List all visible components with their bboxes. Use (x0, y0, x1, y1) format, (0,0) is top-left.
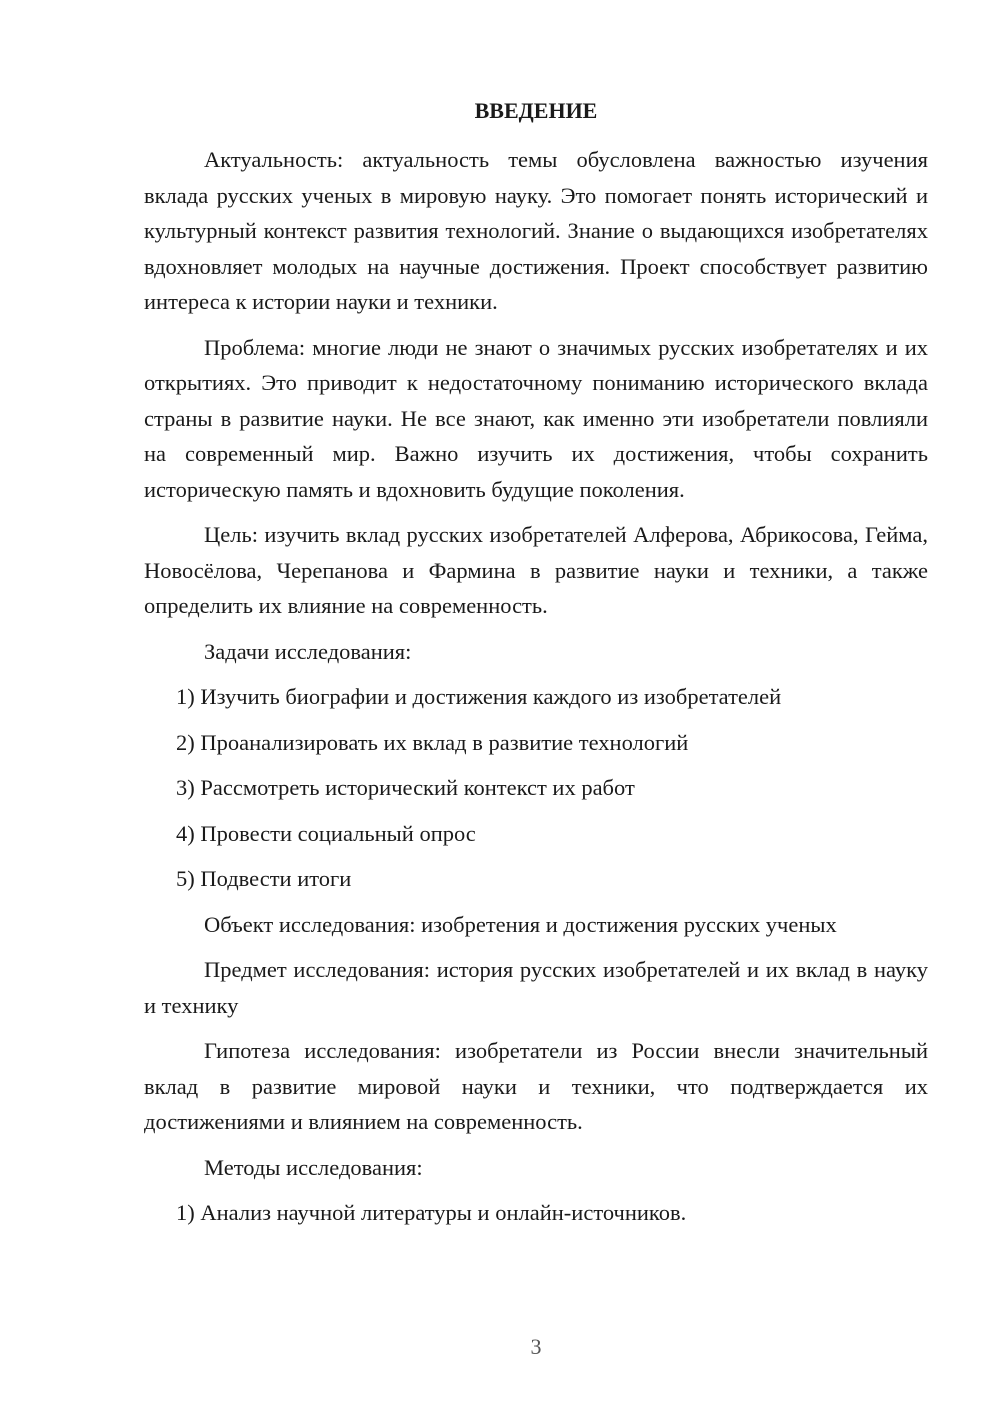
list-item-task-4: 4) Провести социальный опрос (176, 820, 476, 846)
page-number: 3 (530, 1334, 542, 1359)
list-item-method-1: 1) Анализ научной литературы и онлайн-источников. (176, 1200, 687, 1225)
list-item-task-5: 5) Подвести итоги (176, 866, 352, 891)
paragraph-goal: Цель: изучить вклад русских изобретателей Алферова, Абрикосова, Гейма, Новосёлова, Черепанова и Фармина в развитие науки и техники, а также определить их влияние на современность. (144, 522, 928, 618)
document-body (144, 142, 928, 1231)
methods-heading: Методы исследования: (204, 1154, 423, 1180)
paragraph-relevance: Актуальность: актуальность темы обусловлена важностью изучения вклада русских ученых в мировую науку. Это помогает понять исторический и культурный контекст развития технологий. Знание о выдающихся изобретателях вдохновляет молодых на научные достижения. Проект способствует развитию интереса к истории науки и техники. (144, 147, 928, 314)
tasks-heading: Задачи исследования: (204, 638, 412, 664)
list-item-task-1: 1) Изучить биографии и достижения каждого из изобретателей (176, 684, 782, 709)
paragraph-problem: Проблема: многие люди не знают о значимых русских изобретателях и их открытиях. Это приводит к недостаточному пониманию исторического вклада страны в развитие науки. Не все знают, как именно эти изобретатели повлияли на современный мир. Важно изучить их достижения, чтобы сохранить историческую память и вдохновить будущие поколения. (144, 334, 928, 502)
list-item-task-3: 3) Рассмотреть исторический контекст их работ (176, 775, 635, 800)
paragraph-object: Объект исследования: изобретения и достижения русских ученых (204, 911, 837, 937)
paragraph-hypothesis: Гипотеза исследования: изобретатели из России внесли значительный вклад в развитие мировой науки и техники, что подтверждается их достижениями и влиянием на современность. (144, 1038, 928, 1134)
page-title: ВВЕДЕНИЕ (474, 98, 598, 123)
paragraph-subject: Предмет исследования: история русских изобретателей и их вклад в науку и технику (144, 957, 928, 1018)
list-item-task-2: 2) Проанализировать их вклад в развитие технологий (176, 729, 689, 755)
